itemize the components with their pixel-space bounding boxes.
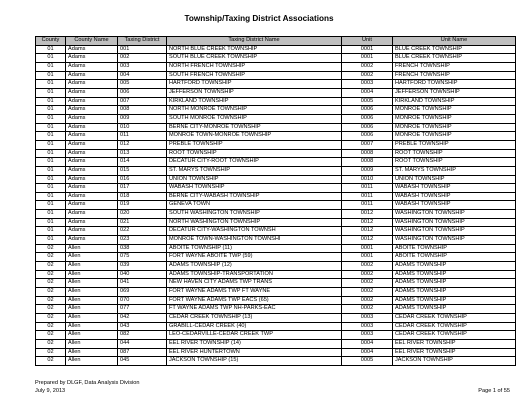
taxing-district-name-cell: CEDAR CREEK TOWNSHIP (13) [167, 314, 342, 323]
county-name-cell: Allen [66, 253, 118, 262]
unit-name-cell: HARTFORD TOWNSHIP [393, 80, 516, 89]
taxing-district-cell: 017 [118, 184, 167, 193]
unit-cell: 0012 [342, 236, 393, 245]
table-row [36, 210, 516, 219]
county-cell: 02 [36, 279, 66, 288]
county-name-cell: Allen [66, 339, 118, 348]
county-name-cell: Allen [66, 288, 118, 297]
county-name-cell: Adams [66, 201, 118, 210]
taxing-district-cell: 016 [118, 175, 167, 184]
unit-name-cell: ROOT TOWNSHIP [393, 158, 516, 167]
table-row [36, 192, 516, 201]
unit-cell: 0012 [342, 218, 393, 227]
table-row [36, 184, 516, 193]
unit-cell: 0003 [342, 322, 393, 331]
header-county: County [36, 37, 66, 46]
county-cell: 01 [36, 123, 66, 132]
table-row [36, 62, 516, 71]
unit-name-cell: PREBLE TOWNSHIP [393, 140, 516, 149]
county-cell: 01 [36, 80, 66, 89]
unit-name-cell: WASHINGTON TOWNSHIP [393, 236, 516, 245]
unit-cell: 0001 [342, 253, 393, 262]
unit-cell: 0004 [342, 339, 393, 348]
taxing-district-cell: 075 [118, 253, 167, 262]
header-taxing-district-name: Taxing District Name [167, 37, 342, 46]
table-row [36, 54, 516, 63]
table-row [36, 97, 516, 106]
unit-cell: 0001 [342, 54, 393, 63]
taxing-district-name-cell: ST. MARYS TOWNSHIP [167, 166, 342, 175]
county-cell: 02 [36, 331, 66, 340]
footer-date: July 9, 2013 [35, 388, 66, 394]
taxing-district-name-cell: ADAMS TOWNSHIP-TRANSPORTATION [167, 270, 342, 279]
taxing-district-name-cell: EEL RIVER HUNTERTOWN [167, 348, 342, 357]
taxing-district-cell: 011 [118, 132, 167, 141]
county-name-cell: Adams [66, 114, 118, 123]
unit-name-cell: JACKSON TOWNSHIP [393, 357, 516, 366]
county-cell: 02 [36, 244, 66, 253]
county-name-cell: Allen [66, 357, 118, 366]
county-cell: 01 [36, 175, 66, 184]
county-cell: 01 [36, 132, 66, 141]
county-cell: 01 [36, 201, 66, 210]
taxing-district-name-cell: ABOITE TOWNSHIP (11) [167, 244, 342, 253]
taxing-district-name-cell: LEO-CEDARVILLE-CEDAR CREEK TWP [167, 331, 342, 340]
unit-cell: 0006 [342, 123, 393, 132]
table-row [36, 71, 516, 80]
county-name-cell: Adams [66, 54, 118, 63]
unit-name-cell: ADAMS TOWNSHIP [393, 270, 516, 279]
county-name-cell: Adams [66, 175, 118, 184]
taxing-district-cell: 007 [118, 97, 167, 106]
unit-name-cell: KIRKLAND TOWNSHIP [393, 97, 516, 106]
taxing-district-cell: 005 [118, 80, 167, 89]
county-name-cell: Allen [66, 244, 118, 253]
county-name-cell: Allen [66, 262, 118, 271]
county-name-cell: Adams [66, 210, 118, 219]
unit-name-cell: WABASH TOWNSHIP [393, 192, 516, 201]
taxing-district-name-cell: NORTH BLUE CREEK TOWNSHIP [167, 45, 342, 54]
table-row [36, 288, 516, 297]
county-cell: 01 [36, 140, 66, 149]
county-cell: 02 [36, 322, 66, 331]
county-name-cell: Adams [66, 140, 118, 149]
unit-cell: 0002 [342, 288, 393, 297]
county-name-cell: Allen [66, 270, 118, 279]
unit-cell: 0004 [342, 88, 393, 97]
county-name-cell: Adams [66, 158, 118, 167]
county-name-cell: Adams [66, 227, 118, 236]
unit-name-cell: MONROE TOWNSHIP [393, 132, 516, 141]
county-cell: 01 [36, 184, 66, 193]
county-name-cell: Adams [66, 218, 118, 227]
taxing-district-name-cell: BERNE CITY-MONROE TOWNSHIP [167, 123, 342, 132]
taxing-district-name-cell: NORTH FRENCH TOWNSHIP [167, 62, 342, 71]
unit-name-cell: CEDAR CREEK TOWNSHIP [393, 322, 516, 331]
county-name-cell: Adams [66, 106, 118, 115]
county-name-cell: Adams [66, 149, 118, 158]
taxing-district-name-cell: HARTFORD TOWNSHIP [167, 80, 342, 89]
county-cell: 01 [36, 149, 66, 158]
table-body [36, 45, 516, 365]
unit-cell: 0011 [342, 184, 393, 193]
county-cell: 02 [36, 253, 66, 262]
taxing-district-name-cell: NEW HAVEN CITY ADAMS TWP TRANS [167, 279, 342, 288]
taxing-district-name-cell: DECATUR CITY-ROOT TOWNSHIP [167, 158, 342, 167]
unit-cell: 0002 [342, 62, 393, 71]
header-county-name: County Name [66, 37, 118, 46]
county-name-cell: Adams [66, 88, 118, 97]
unit-cell: 0005 [342, 97, 393, 106]
unit-name-cell: WASHINGTON TOWNSHIP [393, 227, 516, 236]
table-header-row [36, 37, 516, 46]
county-name-cell: Allen [66, 322, 118, 331]
county-cell: 02 [36, 296, 66, 305]
taxing-district-cell: 013 [118, 149, 167, 158]
taxing-district-name-cell: SOUTH FRENCH TOWNSHIP [167, 71, 342, 80]
taxing-district-cell: 070 [118, 296, 167, 305]
unit-name-cell: FRENCH TOWNSHIP [393, 71, 516, 80]
taxing-district-name-cell: ADAMS TOWNSHIP (12) [167, 262, 342, 271]
table-row [36, 322, 516, 331]
unit-cell: 0006 [342, 132, 393, 141]
county-cell: 01 [36, 218, 66, 227]
taxing-district-name-cell: SOUTH WASHINGTON TOWNSHIP [167, 210, 342, 219]
county-name-cell: Allen [66, 296, 118, 305]
table-row [36, 227, 516, 236]
table-row [36, 132, 516, 141]
associations-table [35, 36, 516, 366]
unit-cell: 0011 [342, 201, 393, 210]
unit-name-cell: BLUE CREEK TOWNSHIP [393, 45, 516, 54]
taxing-district-name-cell: ROOT TOWNSHIP [167, 149, 342, 158]
table-row [36, 339, 516, 348]
unit-name-cell: ST. MARYS TOWNSHIP [393, 166, 516, 175]
taxing-district-cell: 006 [118, 88, 167, 97]
unit-cell: 0009 [342, 166, 393, 175]
taxing-district-cell: 003 [118, 62, 167, 71]
table-row [36, 123, 516, 132]
county-cell: 01 [36, 88, 66, 97]
taxing-district-cell: 008 [118, 106, 167, 115]
taxing-district-name-cell: GRABILL-CEDAR CREEK (40) [167, 322, 342, 331]
header-unit: Unit [342, 37, 393, 46]
unit-name-cell: ADAMS TOWNSHIP [393, 288, 516, 297]
unit-cell: 0004 [342, 348, 393, 357]
unit-name-cell: MONROE TOWNSHIP [393, 123, 516, 132]
county-cell: 01 [36, 106, 66, 115]
unit-cell: 0012 [342, 210, 393, 219]
county-name-cell: Allen [66, 305, 118, 314]
county-cell: 01 [36, 227, 66, 236]
header-taxing-district: Taxing District [118, 37, 167, 46]
taxing-district-cell: 015 [118, 166, 167, 175]
unit-cell: 0007 [342, 140, 393, 149]
county-cell: 01 [36, 236, 66, 245]
county-name-cell: Adams [66, 80, 118, 89]
taxing-district-cell: 023 [118, 236, 167, 245]
table-row [36, 279, 516, 288]
unit-name-cell: ADAMS TOWNSHIP [393, 262, 516, 271]
unit-name-cell: UNION TOWNSHIP [393, 175, 516, 184]
unit-name-cell: EEL RIVER TOWNSHIP [393, 348, 516, 357]
county-cell: 01 [36, 158, 66, 167]
county-cell: 01 [36, 192, 66, 201]
unit-name-cell: WABASH TOWNSHIP [393, 201, 516, 210]
taxing-district-name-cell: WABASH TOWNSHIP [167, 184, 342, 193]
table-row [36, 270, 516, 279]
unit-cell: 0001 [342, 45, 393, 54]
county-cell: 01 [36, 97, 66, 106]
county-cell: 01 [36, 54, 66, 63]
unit-name-cell: BLUE CREEK TOWNSHIP [393, 54, 516, 63]
table-row [36, 296, 516, 305]
unit-cell: 0010 [342, 175, 393, 184]
taxing-district-cell: 082 [118, 331, 167, 340]
unit-cell: 0003 [342, 331, 393, 340]
county-name-cell: Adams [66, 132, 118, 141]
county-cell: 01 [36, 71, 66, 80]
county-name-cell: Adams [66, 97, 118, 106]
taxing-district-name-cell: FT WAYNE ADAMS TWP NH-PARKS-EAC [167, 305, 342, 314]
taxing-district-cell: 087 [118, 348, 167, 357]
unit-name-cell: WASHINGTON TOWNSHIP [393, 218, 516, 227]
unit-name-cell: CEDAR CREEK TOWNSHIP [393, 331, 516, 340]
table-row [36, 305, 516, 314]
footer-page-number: Page 1 of 55 [478, 388, 510, 394]
unit-name-cell: ADAMS TOWNSHIP [393, 305, 516, 314]
taxing-district-cell: 040 [118, 270, 167, 279]
taxing-district-name-cell: DECATUR CITY-WASHINGTON TOWNSH [167, 227, 342, 236]
taxing-district-name-cell: JACKSON TOWNSHIP (15) [167, 357, 342, 366]
unit-cell: 0001 [342, 244, 393, 253]
taxing-district-name-cell: GENEVA TOWN [167, 201, 342, 210]
taxing-district-cell: 077 [118, 305, 167, 314]
county-cell: 02 [36, 305, 66, 314]
table-row [36, 201, 516, 210]
table-row [36, 331, 516, 340]
taxing-district-name-cell: MONROE TOWN-MONROE TOWNSHIP [167, 132, 342, 141]
taxing-district-name-cell: PREBLE TOWNSHIP [167, 140, 342, 149]
unit-name-cell: MONROE TOWNSHIP [393, 106, 516, 115]
county-cell: 02 [36, 357, 66, 366]
taxing-district-cell: 001 [118, 45, 167, 54]
taxing-district-cell: 019 [118, 201, 167, 210]
county-name-cell: Allen [66, 331, 118, 340]
taxing-district-name-cell: NORTH MONROE TOWNSHIP [167, 106, 342, 115]
unit-name-cell: EEL RIVER TOWNSHIP [393, 339, 516, 348]
taxing-district-name-cell: FORT WAYNE ADAMS TWP EACS (65) [167, 296, 342, 305]
unit-name-cell: ABOITE TOWNSHIP [393, 253, 516, 262]
table-row [36, 166, 516, 175]
unit-cell: 0006 [342, 114, 393, 123]
table-row [36, 140, 516, 149]
table-row [36, 357, 516, 366]
taxing-district-name-cell: NORTH WASHINGTON TOWNSHIP [167, 218, 342, 227]
county-name-cell: Adams [66, 184, 118, 193]
table-row [36, 253, 516, 262]
taxing-district-cell: 041 [118, 279, 167, 288]
county-cell: 02 [36, 314, 66, 323]
county-cell: 01 [36, 166, 66, 175]
county-cell: 02 [36, 262, 66, 271]
unit-cell: 0005 [342, 357, 393, 366]
unit-cell: 0002 [342, 270, 393, 279]
unit-cell: 0002 [342, 279, 393, 288]
taxing-district-cell: 012 [118, 140, 167, 149]
taxing-district-cell: 021 [118, 218, 167, 227]
unit-name-cell: ABOITE TOWNSHIP [393, 244, 516, 253]
unit-name-cell: MONROE TOWNSHIP [393, 114, 516, 123]
county-cell: 01 [36, 210, 66, 219]
table-row [36, 244, 516, 253]
county-cell: 01 [36, 62, 66, 71]
page-title: Township/Taxing District Associations [184, 14, 334, 23]
table-row [36, 175, 516, 184]
taxing-district-cell: 002 [118, 54, 167, 63]
unit-cell: 0008 [342, 158, 393, 167]
taxing-district-cell: 069 [118, 288, 167, 297]
unit-name-cell: ADAMS TOWNSHIP [393, 296, 516, 305]
unit-cell: 0002 [342, 262, 393, 271]
county-name-cell: Adams [66, 71, 118, 80]
county-name-cell: Allen [66, 279, 118, 288]
header-unit-name: Unit Name [393, 37, 516, 46]
table-row [36, 106, 516, 115]
unit-name-cell: WASHINGTON TOWNSHIP [393, 210, 516, 219]
county-name-cell: Allen [66, 348, 118, 357]
unit-name-cell: WABASH TOWNSHIP [393, 184, 516, 193]
unit-cell: 0006 [342, 106, 393, 115]
taxing-district-cell: 043 [118, 322, 167, 331]
county-name-cell: Adams [66, 62, 118, 71]
taxing-district-cell: 010 [118, 123, 167, 132]
county-name-cell: Allen [66, 314, 118, 323]
taxing-district-name-cell: UNION TOWNSHIP [167, 175, 342, 184]
unit-cell: 0008 [342, 149, 393, 158]
unit-name-cell: CEDAR CREEK TOWNSHIP [393, 314, 516, 323]
taxing-district-name-cell: SOUTH MONROE TOWNSHIP [167, 114, 342, 123]
unit-name-cell: ADAMS TOWNSHIP [393, 279, 516, 288]
table-row [36, 88, 516, 97]
unit-name-cell: FRENCH TOWNSHIP [393, 62, 516, 71]
taxing-district-name-cell: MONROE TOWN-WASHINGTON TOWNSHI [167, 236, 342, 245]
unit-name-cell: ROOT TOWNSHIP [393, 149, 516, 158]
taxing-district-cell: 045 [118, 357, 167, 366]
county-name-cell: Adams [66, 123, 118, 132]
taxing-district-cell: 039 [118, 262, 167, 271]
taxing-district-cell: 044 [118, 339, 167, 348]
taxing-district-cell: 009 [118, 114, 167, 123]
taxing-district-name-cell: JEFFERSON TOWNSHIP [167, 88, 342, 97]
county-cell: 01 [36, 45, 66, 54]
county-name-cell: Adams [66, 166, 118, 175]
taxing-district-cell: 038 [118, 244, 167, 253]
taxing-district-cell: 004 [118, 71, 167, 80]
taxing-district-name-cell: SOUTH BLUE CREEK TOWNSHIP [167, 54, 342, 63]
taxing-district-cell: 014 [118, 158, 167, 167]
unit-cell: 0003 [342, 80, 393, 89]
unit-name-cell: JEFFERSON TOWNSHIP [393, 88, 516, 97]
table-row [36, 149, 516, 158]
unit-cell: 0012 [342, 227, 393, 236]
taxing-district-cell: 020 [118, 210, 167, 219]
unit-cell: 0002 [342, 296, 393, 305]
county-cell: 02 [36, 288, 66, 297]
unit-cell: 0003 [342, 314, 393, 323]
unit-cell: 0002 [342, 305, 393, 314]
unit-cell: 0011 [342, 192, 393, 201]
taxing-district-name-cell: EEL RIVER TOWNSHIP (14) [167, 339, 342, 348]
taxing-district-name-cell: FORT WAYNE ADAMS TWP FT WAYNE [167, 288, 342, 297]
table-row [36, 236, 516, 245]
county-cell: 02 [36, 270, 66, 279]
table-row [36, 348, 516, 357]
table-row [36, 314, 516, 323]
taxing-district-name-cell: BERNE CITY-WABASH TOWNSHIP [167, 192, 342, 201]
table-row [36, 80, 516, 89]
table-row [36, 45, 516, 54]
taxing-district-name-cell: KIRKLAND TOWNSHIP [167, 97, 342, 106]
county-cell: 02 [36, 348, 66, 357]
table-row [36, 114, 516, 123]
county-cell: 02 [36, 339, 66, 348]
unit-cell: 0002 [342, 71, 393, 80]
taxing-district-name-cell: FORT WAYNE ABOITE TWP (59) [167, 253, 342, 262]
taxing-district-cell: 042 [118, 314, 167, 323]
table-row [36, 218, 516, 227]
county-name-cell: Adams [66, 192, 118, 201]
county-name-cell: Adams [66, 45, 118, 54]
county-cell: 01 [36, 114, 66, 123]
taxing-district-cell: 022 [118, 227, 167, 236]
county-name-cell: Adams [66, 236, 118, 245]
taxing-district-cell: 018 [118, 192, 167, 201]
footer-prepared-by: Prepared by DLGF, Data Analysis Division [35, 380, 140, 386]
table-row [36, 262, 516, 271]
table-row [36, 158, 516, 167]
